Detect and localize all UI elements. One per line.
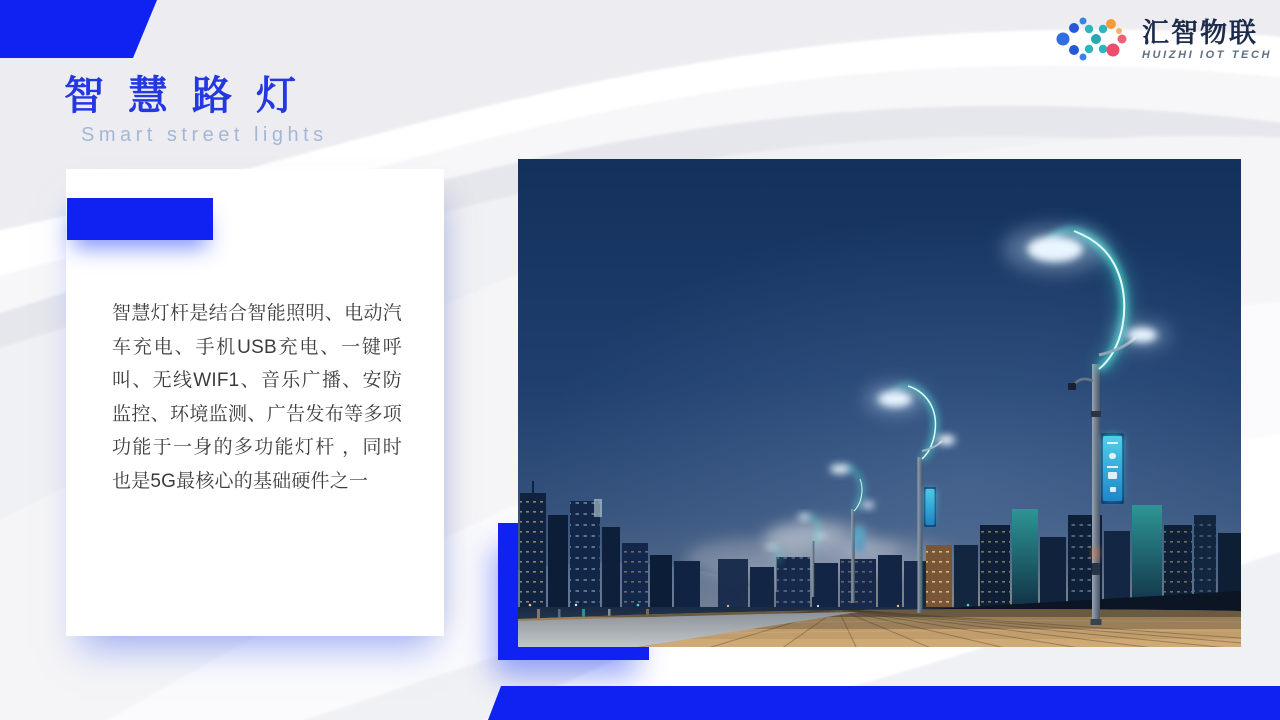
content-card [66,169,444,636]
logo [1056,14,1272,64]
body-text: 智慧灯杆是结合智能照明、电动汽车充电、手机USB充电、一键呼叫、无线WIF1、音乐广播、安防监控、环境监测、广告发布等多项功能于一身的多功能灯杆 ，同时也是5G最核心的基础硬件之一 [112,303,402,492]
smart-street-lights-photo [518,159,1241,647]
logo-tagline: HUIZHI IOT TECH [1142,48,1273,61]
logo-company-name: 汇智物联 [1142,17,1258,48]
logo-network-icon [1056,14,1132,64]
page-subtitle: Smart street lights [81,124,328,146]
page-title: 智慧路灯 [64,74,320,118]
accent-bar [67,198,213,240]
corner-accent-shape [0,0,157,58]
photo-scene [518,159,1241,647]
